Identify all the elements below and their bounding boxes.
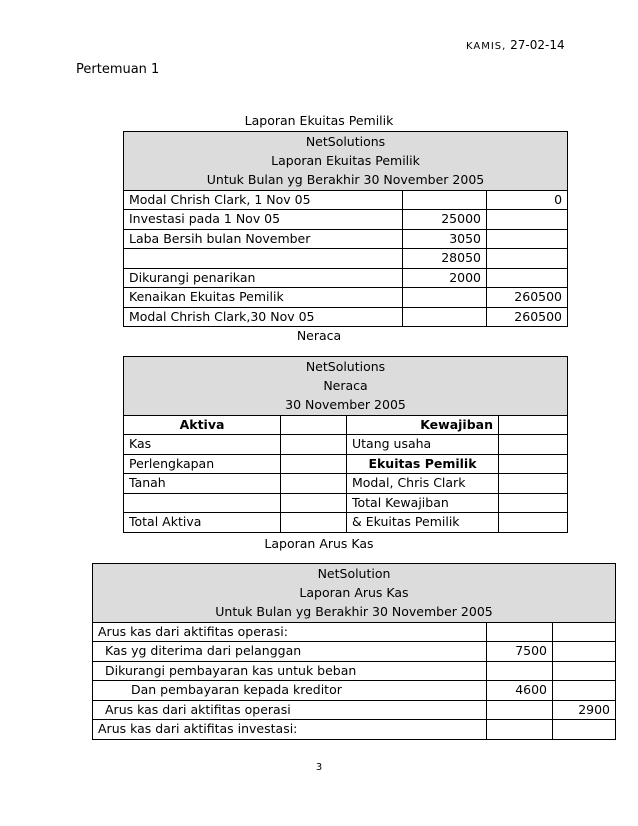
liability-label: Ekuitas Pemilik — [347, 454, 499, 474]
row-label: Arus kas dari aktifitas operasi — [93, 700, 487, 720]
row-label: Kas yg diterima dari pelanggan — [93, 642, 487, 662]
row-total — [553, 720, 616, 740]
liability-label: Modal, Chris Clark — [347, 474, 499, 494]
asset-label: Kas — [124, 435, 281, 455]
header-date-value: 27-02-14 — [510, 38, 565, 52]
row-amount — [403, 307, 487, 327]
row-total — [553, 642, 616, 662]
asset-label — [124, 493, 281, 513]
row-total — [487, 210, 568, 230]
row-total — [487, 229, 568, 249]
row-label: Investasi pada 1 Nov 05 — [124, 210, 403, 230]
meeting-title: Pertemuan 1 — [76, 62, 160, 77]
row-label: Arus kas dari aktifitas operasi: — [93, 622, 487, 642]
table-row — [124, 210, 568, 230]
row-label: Modal Chrish Clark, 1 Nov 05 — [124, 190, 403, 210]
row-amount — [403, 190, 487, 210]
row-label — [124, 249, 403, 269]
row-amount — [487, 622, 553, 642]
row-total — [553, 622, 616, 642]
balance-statement-name: Neraca — [124, 376, 568, 396]
row-label: Laba Bersih bulan November — [124, 229, 403, 249]
cashflow-statement-name: Laporan Arus Kas — [93, 583, 616, 603]
row-total — [553, 661, 616, 681]
row-total — [487, 249, 568, 269]
table-row — [93, 681, 616, 701]
row-label: Arus kas dari aktifitas investasi: — [93, 720, 487, 740]
row-total — [487, 268, 568, 288]
table-row — [124, 454, 568, 474]
row-total: 260500 — [487, 307, 568, 327]
balance-caption: Neraca — [296, 328, 342, 343]
row-total: 2900 — [553, 700, 616, 720]
table-row — [93, 622, 616, 642]
liability-label: Utang usaha — [347, 435, 499, 455]
row-amount — [487, 720, 553, 740]
table-row — [124, 493, 568, 513]
table-row — [124, 288, 568, 308]
row-amount: 3050 — [403, 229, 487, 249]
equity-statement-name: Laporan Ekuitas Pemilik — [124, 151, 568, 171]
row-amount: 28050 — [403, 249, 487, 269]
page-number: 3 — [315, 762, 323, 773]
row-amount: 2000 — [403, 268, 487, 288]
row-total: 0 — [487, 190, 568, 210]
row-amount — [487, 661, 553, 681]
table-row — [124, 474, 568, 494]
row-amount — [487, 700, 553, 720]
asset-label: Tanah — [124, 474, 281, 494]
liability-label: & Ekuitas Pemilik — [347, 513, 499, 533]
balance-company: NetSolutions — [124, 357, 568, 377]
cashflow-table — [92, 563, 616, 740]
row-total — [553, 681, 616, 701]
table-row — [124, 249, 568, 269]
equity-table — [123, 131, 568, 327]
row-label: Modal Chrish Clark,30 Nov 05 — [124, 307, 403, 327]
table-row — [124, 229, 568, 249]
asset-label: Total Aktiva — [124, 513, 281, 533]
equity-period: Untuk Bulan yg Berakhir 30 November 2005 — [124, 171, 568, 191]
table-row — [93, 700, 616, 720]
row-label: Dikurangi penarikan — [124, 268, 403, 288]
row-label: Kenaikan Ekuitas Pemilik — [124, 288, 403, 308]
table-row — [93, 661, 616, 681]
table-row — [124, 268, 568, 288]
balance-date: 30 November 2005 — [124, 396, 568, 416]
balance-table — [123, 356, 568, 533]
row-amount: 25000 — [403, 210, 487, 230]
table-row — [124, 513, 568, 533]
row-total: 260500 — [487, 288, 568, 308]
table-header-row — [124, 415, 568, 435]
row-label: Dikurangi pembayaran kas untuk beban — [93, 661, 487, 681]
asset-label: Perlengkapan — [124, 454, 281, 474]
row-label: Dan pembayaran kepada kreditor — [93, 681, 487, 701]
kewajiban-header: Kewajiban — [347, 415, 499, 435]
liability-label: Total Kewajiban — [347, 493, 499, 513]
row-amount: 7500 — [487, 642, 553, 662]
cashflow-company: NetSolution — [93, 564, 616, 584]
header-date — [466, 38, 565, 52]
table-row — [124, 435, 568, 455]
table-row — [124, 307, 568, 327]
equity-caption: Laporan Ekuitas Pemilik — [244, 113, 394, 128]
table-row — [93, 642, 616, 662]
table-row — [93, 720, 616, 740]
cashflow-period: Untuk Bulan yg Berakhir 30 November 2005 — [93, 603, 616, 623]
row-amount: 4600 — [487, 681, 553, 701]
cashflow-caption: Laporan Arus Kas — [264, 536, 374, 551]
equity-company: NetSolutions — [124, 132, 568, 152]
row-amount — [403, 288, 487, 308]
header-day: KAMIS, — [466, 41, 507, 52]
aktiva-header: Aktiva — [124, 415, 281, 435]
table-row — [124, 190, 568, 210]
